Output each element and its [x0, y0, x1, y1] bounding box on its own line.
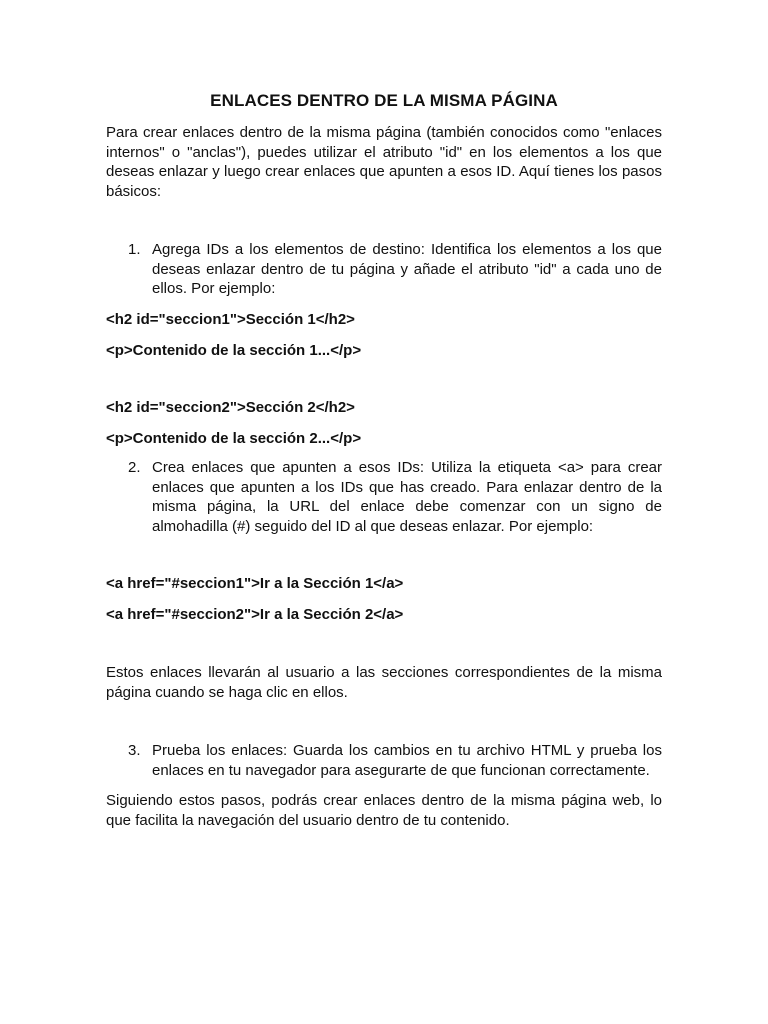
step-number: 1. [128, 241, 141, 258]
intro-paragraph: Para crear enlaces dentro de la misma página (también conocidos como "enlaces internos" o "anclas"), puedes utilizar el atributo "id" en los elementos a los que deseas enlazar y luego crear enlaces que apunten a esos ID. Aquí tienes los pasos básicos: [106, 124, 662, 200]
code-line-h2-seccion1: <h2 id="seccion1">Sección 1</h2> [106, 311, 355, 328]
step-text: Crea enlaces que apunten a esos IDs: Utiliza la etiqueta <a> para crear enlaces que apunten a los IDs que has creado. Para enlazar dentro de la misma página, la URL del enlace debe comenzar con un signo de almohadilla (#) seguido del ID al que deseas enlazar. Por ejemplo: [152, 459, 662, 535]
step-text: Agrega IDs a los elementos de destino: Identifica los elementos a los que deseas enlazar dentro de tu página y añade el atributo "id" a cada uno de ellos. Por ejemplo: [152, 241, 662, 297]
step-number: 2. [128, 459, 141, 476]
code-line-link-seccion1: <a href="#seccion1">Ir a la Sección 1</a> [106, 575, 404, 592]
step-text: Prueba los enlaces: Guarda los cambios en tu archivo HTML y prueba los enlaces en tu navegador para asegurarte de que funcionan correctamente. [152, 742, 662, 779]
step-number: 3. [128, 742, 141, 759]
code-line-p-seccion2: <p>Contenido de la sección 2...</p> [106, 430, 362, 447]
code-line-h2-seccion2: <h2 id="seccion2">Sección 2</h2> [106, 399, 355, 416]
code-line-p-seccion1: <p>Contenido de la sección 1...</p> [106, 342, 362, 359]
document-title: ENLACES DENTRO DE LA MISMA PÁGINA [210, 91, 558, 110]
middle-paragraph: Estos enlaces llevarán al usuario a las secciones correspondientes de la misma página cuando se haga clic en ellos. [106, 664, 662, 701]
conclusion-paragraph: Siguiendo estos pasos, podrás crear enlaces dentro de la misma página web, lo que facilita la navegación del usuario dentro de tu contenido. [106, 792, 662, 829]
code-line-link-seccion2: <a href="#seccion2">Ir a la Sección 2</a> [106, 606, 404, 623]
